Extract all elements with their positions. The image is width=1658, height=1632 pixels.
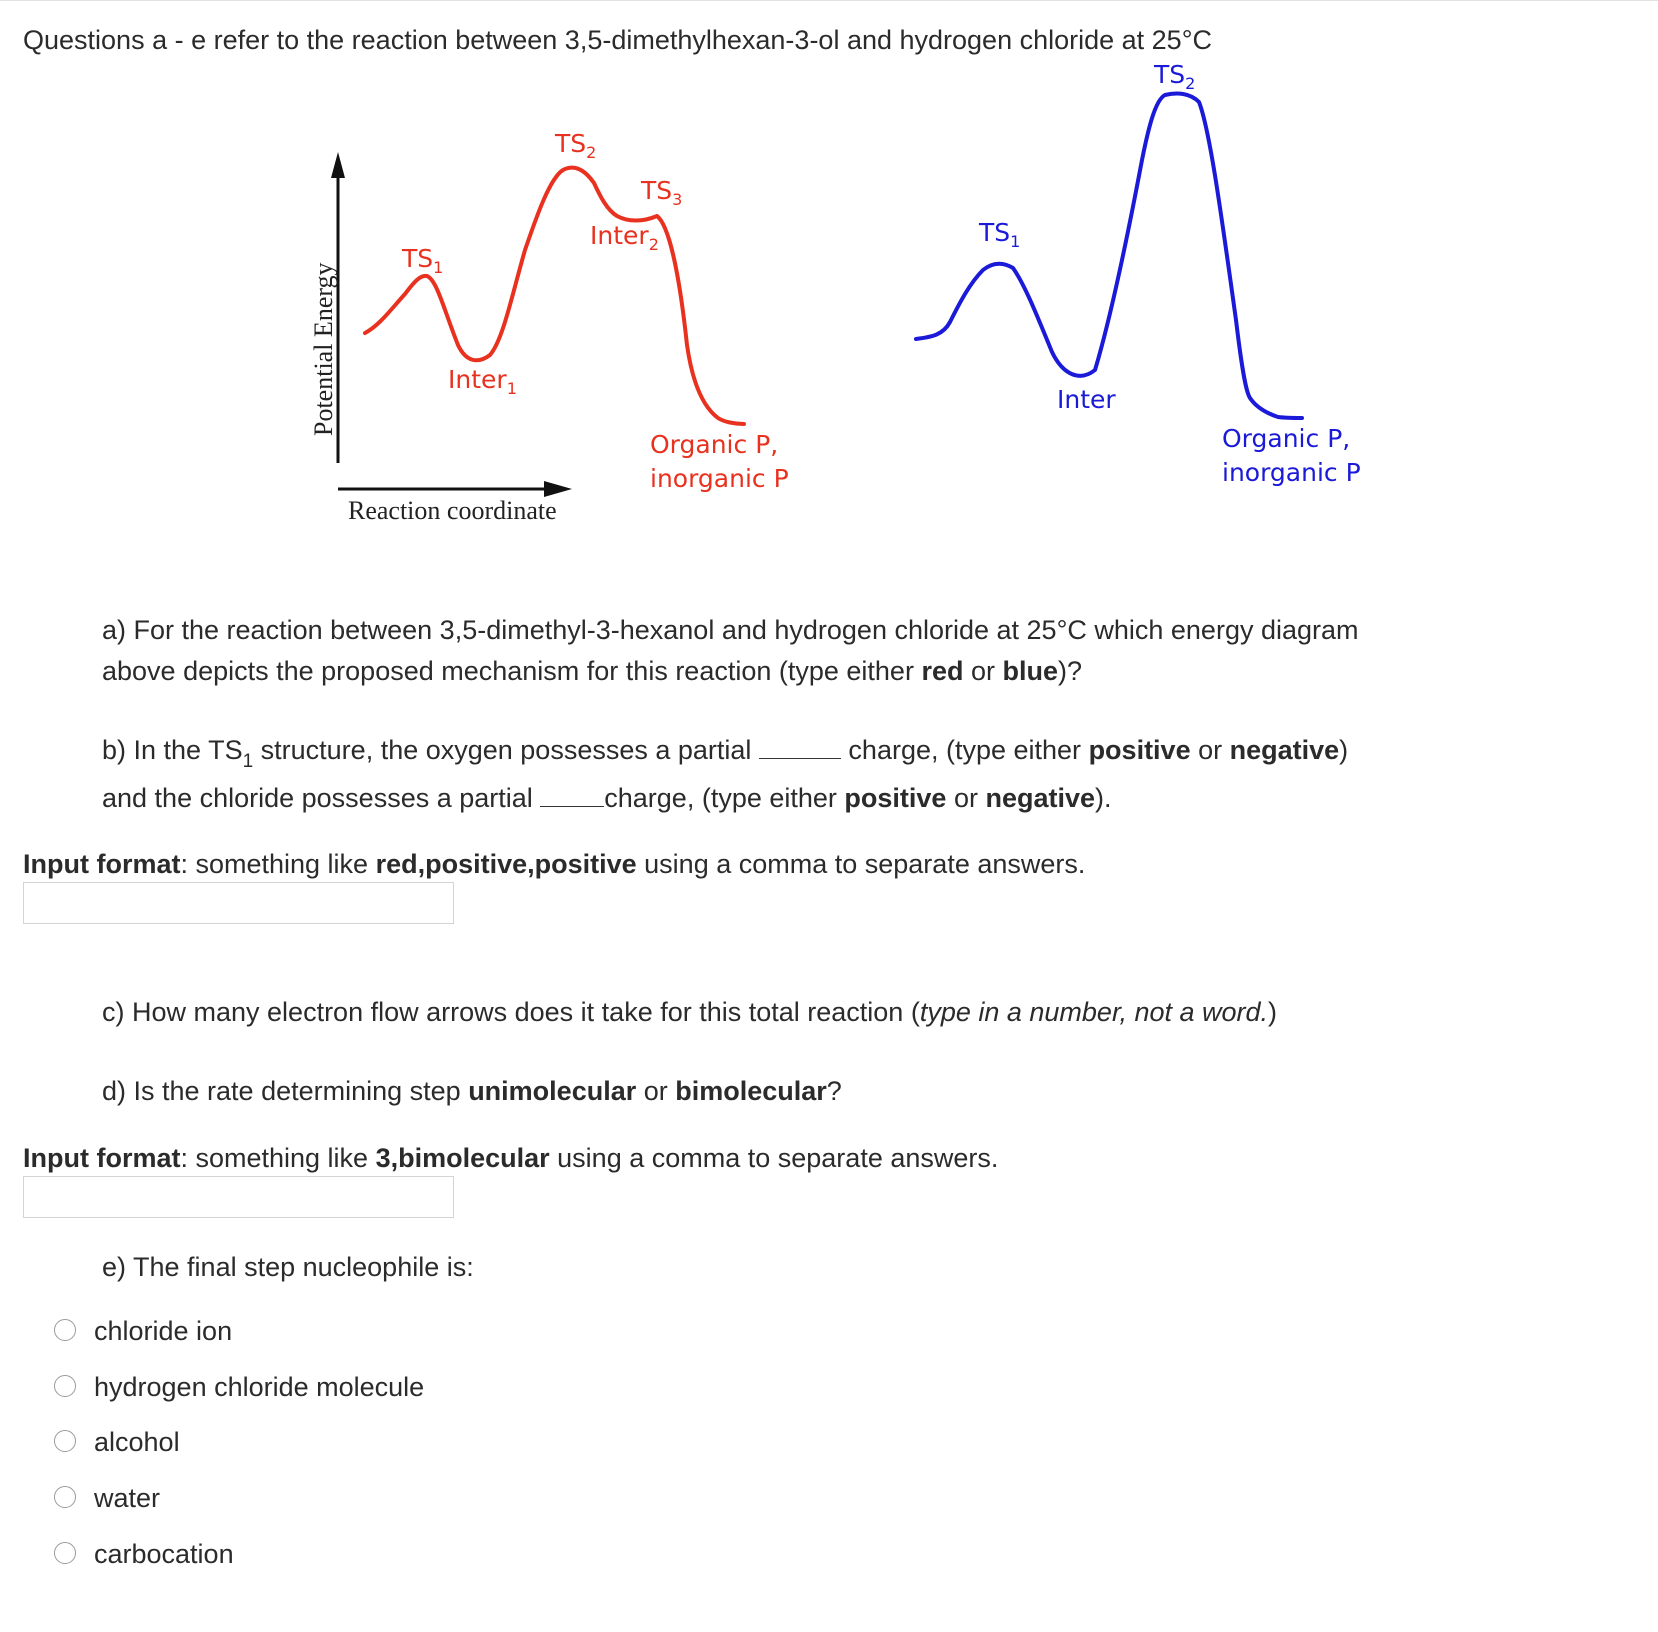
radio-button[interactable] [54,1430,76,1452]
x-axis-label: Reaction coordinate [348,496,557,525]
radio-button[interactable] [54,1375,76,1397]
answer-input-cd[interactable] [23,1176,454,1218]
question-a-line1: a) For the reaction between 3,5-dimethyl-3-hexanol and hydrogen chloride at 25°C which energy diagram [102,615,1359,645]
red-energy-curve [365,168,744,424]
radio-button[interactable] [54,1319,76,1341]
input-format-2: Input format: something like 3,bimolecular using a comma to separate answers. [23,1143,999,1173]
radio-button[interactable] [54,1486,76,1508]
option-label: water [94,1483,161,1513]
option-label: carbocation [94,1539,234,1569]
red-inter1-label: Inter$_1$ [448,365,517,398]
blank-chloride-charge [540,786,604,807]
blank-oxygen-charge [759,738,841,759]
blue-ts2-label: $TS_2$ [1154,60,1196,93]
x-axis-arrow-icon [544,481,572,497]
red-products-label-2: inorganic P [650,464,789,493]
blue-ts1-label: $TS_1$ [979,218,1021,251]
y-axis-label: Potential Energy [309,262,338,436]
red-ts3-label: $TS_3$ [641,176,683,209]
blue-energy-curve [916,93,1302,418]
red-ts2-label: $TS_2$ [555,129,597,162]
question-a-line2: above depicts the proposed mechanism for this reaction (type either red or blue)? [102,656,1083,686]
energy-diagrams [0,0,1658,540]
option-label: hydrogen chloride molecule [94,1372,425,1402]
question-b-line2: and the chloride possesses a partial charge, (type either positive or negative). [102,783,1112,813]
question-e-prompt: e) The final step nucleophile is: [102,1252,474,1282]
option-label: alcohol [94,1427,180,1457]
question-c: c) How many electron flow arrows does it take for this total reaction (type in a number, not a word.) [102,997,1278,1027]
red-ts1-label: $TS_1$ [402,244,444,277]
answer-input-abc[interactable] [23,882,454,924]
blue-products-label-1: Organic P, [1222,424,1351,453]
radio-button[interactable] [54,1542,76,1564]
question-d: d) Is the rate determining step unimolecular or bimolecular? [102,1076,842,1106]
red-inter2-label: Inter$_2$ [590,221,659,254]
blue-inter-label: Inter [1057,385,1116,414]
blue-products-label-2: inorganic P [1222,458,1361,487]
red-products-label-1: Organic P, [650,430,779,459]
question-b-line1: b) In the $TS_1$ structure, the oxygen possesses a partial charge, (type either positive or negative) [102,735,1349,772]
input-format-1: Input format: something like red,positive,positive using a comma to separate answers. [23,849,1086,879]
intro-text: Questions a - e refer to the reaction between 3,5-dimethylhexan-3-ol and hydrogen chloride at 25°C [23,25,1212,55]
y-axis-arrow-icon [331,152,345,178]
option-label: chloride ion [94,1316,233,1346]
